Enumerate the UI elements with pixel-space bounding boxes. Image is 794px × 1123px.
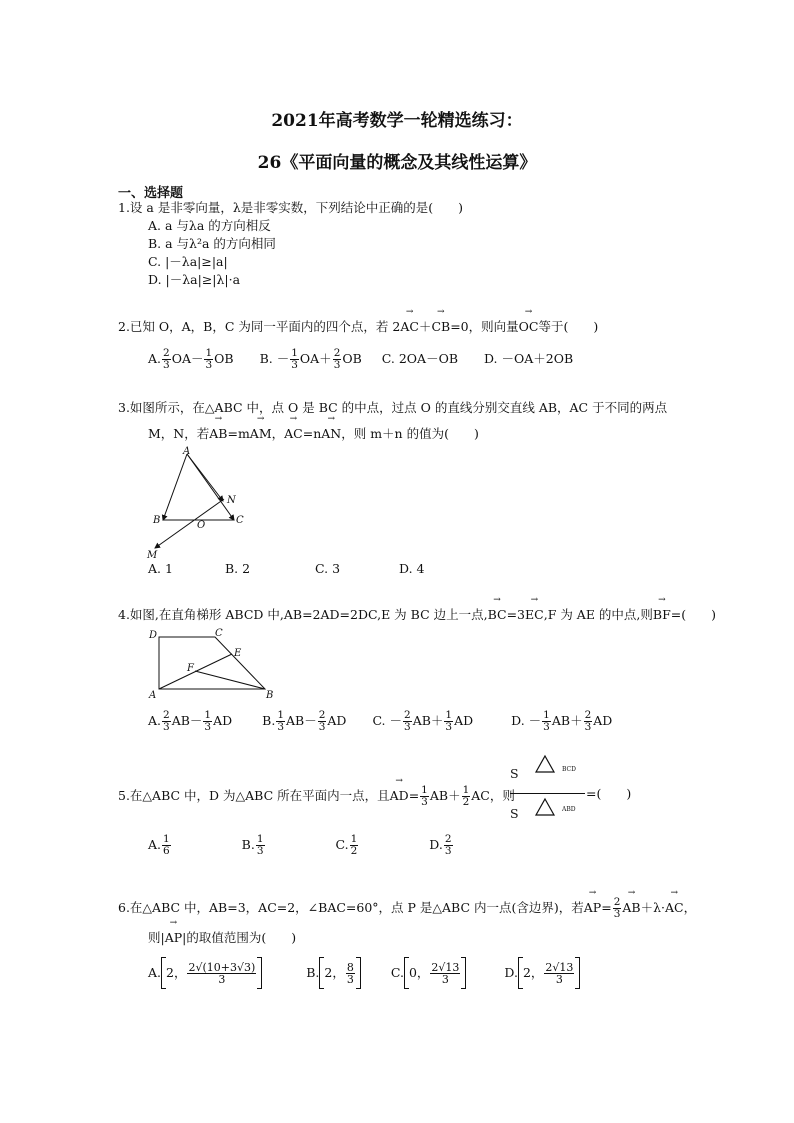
num: 2 xyxy=(613,896,621,908)
q2-b-label: B. － xyxy=(259,351,290,366)
q4-c-frac2 xyxy=(444,710,453,733)
q5-s-bot: S xyxy=(510,806,519,821)
q5-s-top: S xyxy=(510,766,519,781)
num: 2√13 xyxy=(545,960,574,974)
q1-stem: 1.设 a 是非零向量，λ是非零实数，下列结论中正确的是( ) xyxy=(118,200,464,215)
q4-c-mid1: AB＋ xyxy=(412,713,444,728)
q3-option-d: D. 4 xyxy=(399,561,425,576)
q5-s-b: ，则 xyxy=(489,788,515,803)
den: 3 xyxy=(404,721,411,733)
q2-option-c: C. 2OA－OB xyxy=(381,351,459,366)
q4-d-frac2 xyxy=(584,710,593,733)
q6-stem-line2 xyxy=(148,929,296,947)
q6-options xyxy=(148,957,580,989)
den: 3 xyxy=(318,721,326,733)
q5-ratio-bar xyxy=(510,793,585,794)
q5-s-c: =( ) xyxy=(586,786,632,801)
num: 2 xyxy=(318,709,326,721)
q2-vec-ac: → AC xyxy=(400,318,419,336)
q5-stem xyxy=(118,785,515,808)
q4-vec-bf: → BF xyxy=(653,606,671,624)
q4-d-label: D. － xyxy=(511,713,542,728)
num: 2 xyxy=(444,833,452,845)
q5-frac1 xyxy=(420,785,429,808)
frac xyxy=(162,834,171,857)
q4-vec-ec: → EC xyxy=(525,606,544,624)
den: 3 xyxy=(555,972,563,986)
q6-frac xyxy=(613,897,622,920)
q4-label-a: A xyxy=(149,690,157,701)
den: 2 xyxy=(350,845,358,857)
q3-label-o: O xyxy=(197,520,206,531)
den: 3 xyxy=(256,845,264,857)
frac xyxy=(430,962,460,985)
q6-eq: = xyxy=(601,900,612,915)
q5-sub-top: BCD xyxy=(562,766,576,773)
q4-b-frac1 xyxy=(276,710,285,733)
num: 1 xyxy=(543,709,550,721)
q6-option-b xyxy=(306,960,361,986)
den: 2 xyxy=(462,796,470,808)
num: 1 xyxy=(445,709,453,721)
q6-s2-b: |的取值范围为( ) xyxy=(182,930,297,945)
q4-b-label: B. xyxy=(262,713,276,728)
q5-frac2 xyxy=(462,785,471,808)
q3-s-e: ，则 m＋n 的值为( ) xyxy=(341,426,479,441)
q4-c-frac1 xyxy=(403,710,412,733)
q6-option-a xyxy=(148,960,262,986)
den: 3 xyxy=(333,359,341,371)
frac xyxy=(187,962,256,985)
triangle-icon xyxy=(534,797,556,817)
label: B. xyxy=(306,964,320,980)
q4-d-frac1 xyxy=(542,710,551,733)
q3-vec-am: → AM xyxy=(250,425,272,443)
q4-label-c: C xyxy=(215,628,223,639)
q4-option-d xyxy=(511,709,613,733)
num: 1 xyxy=(163,833,170,845)
q1-option-a: A. a 与λa 的方向相反 xyxy=(148,218,271,233)
q4-c-label: C. － xyxy=(372,713,403,728)
q6-vec-ac: → AC xyxy=(665,899,684,917)
frac xyxy=(544,962,574,985)
q3-vec-an: → AN xyxy=(321,425,341,443)
lower: 2， xyxy=(324,964,345,980)
q6-stem-line1 xyxy=(118,897,696,920)
den: 3 xyxy=(163,721,170,733)
section-heading: 一、选择题 xyxy=(118,186,184,201)
q2-option-a xyxy=(148,347,238,371)
num: 2 xyxy=(163,709,170,721)
q4-label-f: F xyxy=(187,663,194,674)
q4-label-e: E xyxy=(234,648,242,659)
q2-b-frac1 xyxy=(290,348,299,371)
q2-plus: ＋ xyxy=(418,319,432,334)
q3-vec-ab: → AB xyxy=(209,425,227,443)
den: 6 xyxy=(163,845,170,857)
q6-option-c xyxy=(390,960,467,986)
q2-b-mid1: OA＋ xyxy=(299,351,332,366)
num: 2√13 xyxy=(431,960,460,974)
num: 2 xyxy=(163,347,170,359)
q5-option-c xyxy=(335,833,360,857)
q4-b-mid2: AD xyxy=(327,713,347,728)
num: 2√(10+3√3) xyxy=(188,960,256,974)
q4-trapezoid-figure xyxy=(145,627,285,701)
title-line-2: 26《平面向量的概念及其线性运算》 xyxy=(257,153,537,173)
num: 1 xyxy=(256,833,264,845)
q3-label-n: N xyxy=(227,495,236,506)
q6-s-c: ， xyxy=(683,900,697,915)
q4-options xyxy=(148,710,612,733)
q4-label-b: B xyxy=(266,690,274,701)
q6-option-d xyxy=(504,960,580,986)
q2-option-b xyxy=(259,347,366,371)
den: 3 xyxy=(613,908,621,920)
q4-s-a: 4.如图,在直角梯形 ABCD 中,AB=2AD=2DC,E 为 BC 边上一点, xyxy=(118,607,488,622)
den: 3 xyxy=(445,721,453,733)
frac xyxy=(444,834,453,857)
label: B. xyxy=(241,837,255,852)
num: 2 xyxy=(404,709,411,721)
q2-a-frac1 xyxy=(162,348,171,371)
num: 2 xyxy=(584,709,592,721)
label: C. xyxy=(335,837,349,852)
q5-option-b xyxy=(241,833,266,857)
num: 1 xyxy=(204,709,212,721)
q2-b-frac2 xyxy=(333,348,342,371)
q3-option-b: B. 2 xyxy=(225,561,251,576)
q1-option-c: C. |－λa|≥|a| xyxy=(148,254,228,269)
num: 1 xyxy=(205,347,213,359)
den: 3 xyxy=(277,721,284,733)
num: 2 xyxy=(333,347,341,359)
num: 1 xyxy=(291,347,298,359)
q5-mid2: AC xyxy=(471,788,490,803)
num: 1 xyxy=(277,709,284,721)
q3-triangle-figure xyxy=(145,444,255,564)
den: 3 xyxy=(205,359,213,371)
den: 3 xyxy=(543,721,550,733)
label: D. xyxy=(504,964,518,980)
q5-mid1: AB＋ xyxy=(429,788,461,803)
q5-options xyxy=(148,834,454,857)
q2-b-mid2: OB xyxy=(342,351,362,366)
q4-s-d: =( ) xyxy=(670,607,717,622)
q4-option-a xyxy=(148,709,236,733)
q2-a-mid2: OB xyxy=(214,351,234,366)
q5-sub-bot: ABD xyxy=(562,806,576,813)
q3-s-a: M，N，若 xyxy=(148,426,210,441)
den: 3 xyxy=(218,972,226,986)
label: A. xyxy=(148,964,162,980)
q6-vec-ab: → AB xyxy=(622,899,640,917)
right-bracket xyxy=(575,957,580,989)
q3-label-a: A xyxy=(183,446,191,457)
q2-stem-b: =0，则向量 xyxy=(450,319,519,334)
den: 3 xyxy=(584,721,592,733)
q5-s-a: 5.在△ABC 中，D 为△ABC 所在平面内一点，且 xyxy=(118,788,390,803)
q6-s-b: ＋λ· xyxy=(640,900,666,915)
q3-option-c: C. 3 xyxy=(315,561,341,576)
label: D. xyxy=(429,837,443,852)
den: 3 xyxy=(163,359,170,371)
q4-d-mid1: AB＋ xyxy=(551,713,583,728)
q6-s2-a: 则| xyxy=(148,930,165,945)
q3-s-d: =n xyxy=(302,426,322,441)
num: 1 xyxy=(421,784,428,796)
right-bracket xyxy=(257,957,262,989)
q1-option-b: B. a 与λ²a 的方向相同 xyxy=(148,236,276,251)
num: 1 xyxy=(462,784,470,796)
den: 3 xyxy=(444,845,452,857)
q4-c-mid2: AD xyxy=(454,713,474,728)
q3-label-c: C xyxy=(236,515,244,526)
q3-stem-line2 xyxy=(148,425,479,443)
num: 8 xyxy=(346,960,354,974)
q2-vec-cb: → CB xyxy=(431,318,450,336)
q4-label-d: D xyxy=(149,630,158,641)
q3-stem-line1: 3.如图所示，在△ABC 中，点 O 是 BC 的中点，过点 O 的直线分别交直线 AB，AC 于不同的两点 xyxy=(118,400,668,415)
q5-option-a xyxy=(148,833,172,857)
q4-b-mid1: AB－ xyxy=(286,713,317,728)
q4-s-b: =3 xyxy=(506,607,526,622)
q4-a-frac2 xyxy=(203,710,212,733)
q3-s-c: ， xyxy=(271,426,285,441)
q4-b-frac2 xyxy=(318,710,327,733)
q2-stem-c: 等于( ) xyxy=(538,319,599,334)
den: 3 xyxy=(421,796,428,808)
right-bracket xyxy=(461,957,466,989)
q4-a-mid2: AD xyxy=(213,713,233,728)
q6-vec-ap-2: → AP xyxy=(165,929,182,947)
q4-a-label: A. xyxy=(148,713,162,728)
triangle-icon xyxy=(534,754,556,774)
q5-eq: = xyxy=(408,788,420,803)
q2-a-mid1: OA－ xyxy=(171,351,204,366)
frac xyxy=(350,834,359,857)
q3-label-b: B xyxy=(153,515,161,526)
q3-s-b: =m xyxy=(227,426,250,441)
q2-option-d: D. －OA＋2OB xyxy=(483,351,574,366)
q4-vec-bc: → BC xyxy=(488,606,507,624)
lower: 0， xyxy=(408,964,430,980)
q4-s-c: ,F 为 AE 的中点,则 xyxy=(543,607,653,622)
q4-stem xyxy=(118,606,716,624)
q6-vec-ap: → AP xyxy=(584,899,601,917)
q3-label-m: M xyxy=(147,550,158,561)
q4-option-c xyxy=(372,709,477,733)
right-bracket xyxy=(356,957,361,989)
label: C. xyxy=(390,964,404,980)
lower: 2， xyxy=(522,964,544,980)
q1-option-d: D. |－λa|≥|λ|·a xyxy=(148,272,241,287)
lower: 2， xyxy=(166,964,187,980)
q2-stem-a: 2.已知 O，A，B，C 为同一平面内的四个点，若 2 xyxy=(118,319,401,334)
den: 3 xyxy=(441,972,449,986)
q4-d-mid2: AD xyxy=(593,713,613,728)
q3-option-a: A. 1 xyxy=(148,561,173,576)
q5-vec-ad: → AD xyxy=(390,787,409,805)
q2-a-label: A. xyxy=(148,351,162,366)
frac xyxy=(256,834,265,857)
label: A. xyxy=(148,837,162,852)
q2-a-frac2 xyxy=(204,348,213,371)
den: 3 xyxy=(204,721,212,733)
den: 3 xyxy=(346,972,354,986)
title-line-1: 2021年高考数学一轮精选练习： xyxy=(271,111,523,131)
num: 1 xyxy=(350,833,358,845)
q4-option-b xyxy=(262,709,350,733)
q6-s-a: 6.在△ABC 中，AB=3，AC=2，∠BAC=60°，点 P 是△ABC 内一点(含边界)，若 xyxy=(118,900,584,915)
frac xyxy=(346,962,355,985)
q4-a-mid1: AB－ xyxy=(171,713,203,728)
q2-vec-oc: → OC xyxy=(519,318,539,336)
q2-options xyxy=(148,348,573,371)
q5-option-d xyxy=(429,833,453,857)
q3-vec-ac: → AC xyxy=(284,425,303,443)
q2-stem xyxy=(118,318,598,336)
den: 3 xyxy=(291,359,298,371)
q4-a-frac1 xyxy=(162,710,171,733)
